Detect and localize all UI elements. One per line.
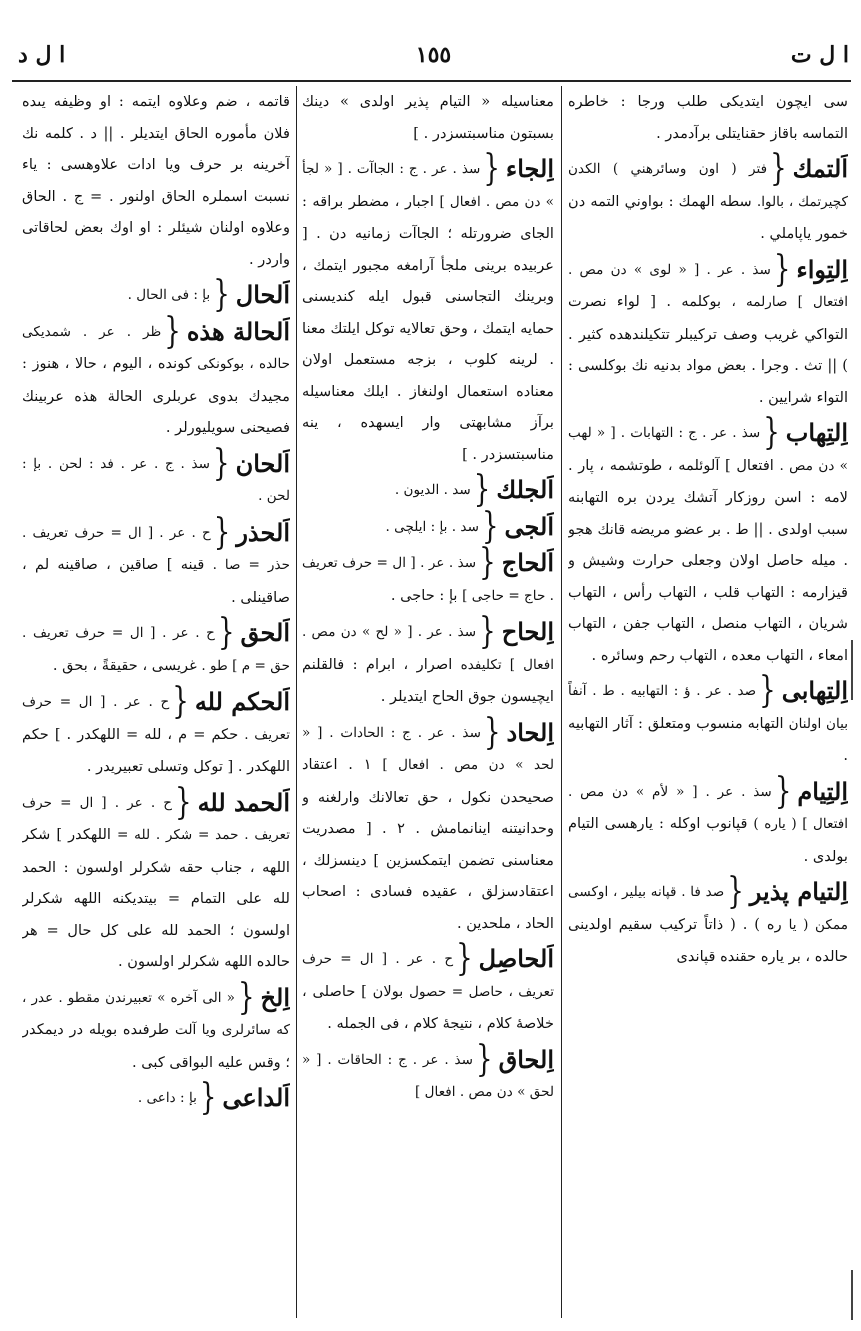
entry-headword: اَلحان xyxy=(235,448,290,478)
entry-headword: اَلجى xyxy=(504,511,554,541)
brace-glyph: { xyxy=(483,148,500,190)
dictionary-entry xyxy=(568,86,848,149)
dictionary-entry xyxy=(302,86,554,149)
dictionary-entry xyxy=(568,670,848,772)
entry-definition: كونده ، اليوم ، حالا ، هنوز : مجيدك بدوى عربلرى الحالة هذه عربينك فصيحنى سويليورلر . xyxy=(22,355,290,436)
header-rule xyxy=(12,80,851,82)
header-right-section: ا ل ت xyxy=(790,42,849,68)
entry-headword: اَلحق xyxy=(240,618,290,647)
entry-grammar: بإ : داعى . xyxy=(137,1090,197,1106)
entry-grammar: ح . عر . [ ال = حرف تعريف . xyxy=(22,694,290,743)
dictionary-entry xyxy=(568,248,848,414)
brace-glyph: { xyxy=(773,248,791,291)
brace-glyph: { xyxy=(774,770,792,813)
dictionary-entry xyxy=(302,1038,554,1109)
dictionary-entry xyxy=(22,310,290,444)
dictionary-entry xyxy=(568,148,848,250)
brace-glyph: { xyxy=(213,511,231,554)
entry-grammar: سذ . عر . [ « لوى » دن مص . افتعال ] صارلمه ، xyxy=(568,261,848,310)
entry-grammar: سد . بإ : ايلچى . xyxy=(385,518,479,535)
entry-definition: طرفىده بويله در ديمكدر ؛ وقس عليه البواقى كبى . xyxy=(22,1021,290,1071)
entry-headword: اِلتِواء xyxy=(796,254,848,284)
entry-grammar: سذ . عر . [ ال = حرف تعريف . حاج = حاجى ] xyxy=(302,555,554,604)
dictionary-entry xyxy=(22,976,290,1079)
brace-glyph: { xyxy=(763,412,780,454)
dictionary-entry xyxy=(22,612,290,682)
entry-grammar: ح . عر . [ ال = حرف تعريف . حق = م ] طو . xyxy=(22,625,290,674)
dictionary-entry xyxy=(302,711,554,940)
brace-glyph: { xyxy=(456,938,473,980)
right-column xyxy=(568,86,848,1318)
entry-headword: اِلتيام پذير xyxy=(749,877,848,906)
entry-definition: سى ايچون ايتديكى طلب ورجا : خاطره التماسه باقاز حقنايتلى برآدمدر . xyxy=(568,93,848,142)
brace-glyph: { xyxy=(172,681,189,723)
entry-grammar: سذ . عر . ج : الحاقات . [ « لحق » دن مص . افعال ] xyxy=(302,1051,554,1100)
brace-glyph: { xyxy=(770,148,787,190)
entry-definition: افتعال ] آلوئلمه ، طوتشمه ، پار . لامه : اسن روزكار آتشك يردن بره التهابنه سبب اولدى . || ط . بر عضو مريضه قانك هجو . ميله حاصل اولان وجعلى حرارت وشيش و قيزارمه : التهاب قلب ، التهاب رأس ، التهاب شريان ، التهاب منصل ، التهاب جفن ، التهاب امعاء ، التهاب معده ، التهاب رحم وسائره . xyxy=(568,456,848,664)
column-divider-left xyxy=(296,86,297,1318)
brace-glyph: { xyxy=(759,670,776,712)
dictionary-entry xyxy=(568,412,848,671)
dictionary-entry xyxy=(302,148,554,470)
brace-glyph: { xyxy=(479,542,496,584)
entry-definition: غريسى ، حقيقةً ، بحق . xyxy=(52,656,197,674)
entry-headword: اِلحاد xyxy=(506,717,554,747)
entry-definition: سطه الهمك : بواوني التمه دن خمور ياپاملي . xyxy=(568,192,848,242)
brace-glyph: { xyxy=(199,1077,217,1119)
dictionary-entry xyxy=(302,469,554,511)
entry-definition: بإ : حاجى . xyxy=(390,586,458,604)
entry-headword: اَلداعى xyxy=(222,1083,290,1112)
entry-definition: حكم = م ، لله = اللهكدر . ] حكم اللهكدر . [ توكل وتسلى تعبيريدر . xyxy=(22,725,290,775)
entry-grammar: فتر ( اون وسائرهني ) الكدن كچيرتمك ، بالوا. xyxy=(568,161,848,210)
entry-definition: اجبار ، مضطر براقه : الجاى ضرورتله ؛ الجاآت زمانيه دن . [ عربيده برينى ملجأ آرامغه مجبور ايتمك ، وبرينك التجاسنى قبول ايله كنديسنى حمايه ايتمك ، وحق تعالايه توكل ايلتك معنا . لرينه كلوب ، بزجه مستعمل اولان معناده استعمال اولنغاز . ايلك معناسيله برآز مشابهتى وار ايسهده ، ينه مناسبتسزدر . ] xyxy=(302,192,554,463)
entry-headword: اَلحمد لله xyxy=(197,787,290,817)
entry-headword: اِلتِهاب xyxy=(785,418,848,447)
entry-headword: اَلحال xyxy=(235,280,290,309)
entry-grammar: صد فا . قپانه بيلير ، اوكسى ممكن ( يا xyxy=(568,884,848,933)
entry-definition: ١ . اعتقاد صحيحدن نكول ، حق تعالانك وارلغنه و وحدانيتنه اينانمامش . ٢ . [ مصدريت معناسنى تضمن ايتمكسزين ] دينسزلك ، اعتقادسزلق ، عقيده فسادى : اصحاب الحاد ، ملحدين . xyxy=(302,756,554,932)
entry-grammar: ح . عر . [ ال = حرف تعريف . حمد = شكر . لله = xyxy=(22,794,290,843)
brace-glyph: { xyxy=(217,612,235,654)
dictionary-entry xyxy=(302,938,554,1040)
brace-glyph: { xyxy=(476,1038,493,1081)
left-column xyxy=(22,86,290,1318)
brace-glyph: { xyxy=(164,310,181,353)
dictionary-entry xyxy=(22,86,290,275)
entry-grammar: سذ . عر . [ « لح » دن مص . افعال ] تكليفده xyxy=(302,624,554,673)
entry-definition: ره ) . ( ذاتاً تركيب سقيم اولدينى حالده ، بر ياره حقنده قپاندى xyxy=(568,915,848,965)
dictionary-entry xyxy=(22,442,290,513)
brace-glyph: { xyxy=(483,711,501,754)
column-divider-right xyxy=(561,86,562,1318)
margin-mark xyxy=(851,1270,853,1320)
header-left-section: ا ل د xyxy=(18,42,66,68)
entry-headword: اَلحكم لله xyxy=(194,687,290,716)
entry-headword: اَلحالة هذه xyxy=(186,316,290,346)
entry-definition: بوكلمه . [ لواء نصرت التواكي غريب وصف تركيبلر تتكيلندهده كثير . ) || تث . وجرا . بعض مواد بدنيه نك بوكلسى : التواء شرايين . xyxy=(568,293,848,406)
dictionary-entry xyxy=(568,770,848,873)
entry-definition: بولان ] حاصلى ، خلاصهٔ كلام ، نتيجهٔ كلام ، فى الجمله . xyxy=(302,982,554,1032)
middle-column xyxy=(302,86,554,1318)
entry-grammar: سذ . ج . عر . فد : لحن . بإ : لحن . xyxy=(22,455,290,504)
entry-grammar: سذ . عر . [ « لأم » دن مص . افتعال ] ( ياره ) xyxy=(568,783,848,832)
entry-headword: اَلحاج xyxy=(501,548,554,577)
entry-headword: اَلحاصِل xyxy=(478,944,554,973)
entry-grammar: ظر . عر . شمديكى حالده ، بوكونكى xyxy=(22,323,290,372)
dictionary-entry xyxy=(568,871,848,973)
dictionary-entry xyxy=(22,274,290,316)
dictionary-entry xyxy=(302,611,554,713)
entry-headword: اَلتمك xyxy=(792,154,848,183)
brace-glyph: { xyxy=(175,781,192,824)
dictionary-entry xyxy=(22,1077,290,1119)
entry-grammar: « الى آخره » تعبيرندن مقطو . عدر ، كه سائرلرى ويا آلت xyxy=(22,989,290,1038)
dictionary-entry xyxy=(22,781,290,978)
brace-glyph: { xyxy=(237,976,255,1019)
brace-glyph: { xyxy=(481,505,499,548)
entry-grammar: ح . عر . [ ال = حرف تعريف ، حاصل = حصول xyxy=(302,951,554,1000)
entry-headword: اِلجاء xyxy=(505,154,554,183)
entry-grammar: سذ . عر . ج : الجاآت . [ « لجأ » دن مص . افعال ] xyxy=(302,161,554,210)
entry-grammar: ح . عر . [ ال = حرف تعريف . حذر = صا . xyxy=(22,524,290,573)
entry-grammar: صد . عر . ؤ : التهابيه . ط . آنفاً بيان اولنان xyxy=(568,683,848,732)
entry-grammar: سد . الديون . xyxy=(394,482,471,498)
entry-headword: اِلحاق xyxy=(498,1044,554,1074)
brace-glyph: { xyxy=(473,469,491,511)
entry-definition: اللهكدر ] شكر اللهه ، جناب حقه شكرلر اولسون : الحمد لله على التمام = بيتديكنه اللهه شكرلر اولسون ؛ الحمد لله على كل حال = هر حالده اللهه شكرلر اولسون . xyxy=(22,826,290,970)
entry-grammar: سذ . عر . ج : الحادات . [ « لحد » دن مص . افعال ] xyxy=(302,724,554,773)
entry-headword: اِلتِهابى xyxy=(781,676,848,705)
margin-mark xyxy=(851,640,853,700)
entry-definition: قپانوب اوكله : يارهسى التيام بولدى . xyxy=(568,815,848,865)
entry-grammar: بإ : فى الحال . xyxy=(127,287,211,303)
entry-grammar: سذ . عر . ج : التهابات . [ « لهب » دن مص . xyxy=(568,425,848,474)
entry-headword: اِلخ xyxy=(260,982,290,1012)
entry-headword: اَلجلك xyxy=(496,475,554,504)
entry-definition: اصرار ، ابرام : فالقلنم ايچيسون جوق الحاح ايتديلر . xyxy=(302,655,554,705)
entry-headword: اِلحاح xyxy=(501,617,554,646)
entry-definition: قاتمه ، ضم وعلاوه ايتمه : او وظيفه يىده فلان مأموره الحاق ايتديلر . || د . كلمه نك آخرينه بر حرف ويا ادات علاوهسى : ياء نسبت اسملره الحاق اولنور . = ج . الحاق وعلاوه اولنان شيئلر : او اوك بعض لحاقاتى واردر . xyxy=(22,93,290,268)
entry-headword: اَلحذر xyxy=(236,517,290,547)
dictionary-entry xyxy=(302,542,554,612)
page-header xyxy=(18,34,849,76)
dictionary-entry xyxy=(22,681,290,783)
entry-headword: اِلتِيام xyxy=(797,776,848,806)
page-number: ١٥٥ xyxy=(415,42,452,68)
brace-glyph: { xyxy=(213,442,230,485)
entry-definition: معناسيله « التيام پذير اولدى » دينك بسبتون مناسبتسزدر . ] xyxy=(302,93,554,142)
brace-glyph: { xyxy=(727,871,744,913)
dictionary-entry xyxy=(302,505,554,548)
entry-definition: التهابه منسوب ومتعلق : آثار التهابيه . xyxy=(568,714,848,764)
dictionary-entry xyxy=(22,511,290,614)
entry-definition: قينه ] صاقين ، صاقينه لم ، صاقينلى . xyxy=(22,556,290,606)
brace-glyph: { xyxy=(213,274,230,316)
brace-glyph: { xyxy=(479,611,496,653)
